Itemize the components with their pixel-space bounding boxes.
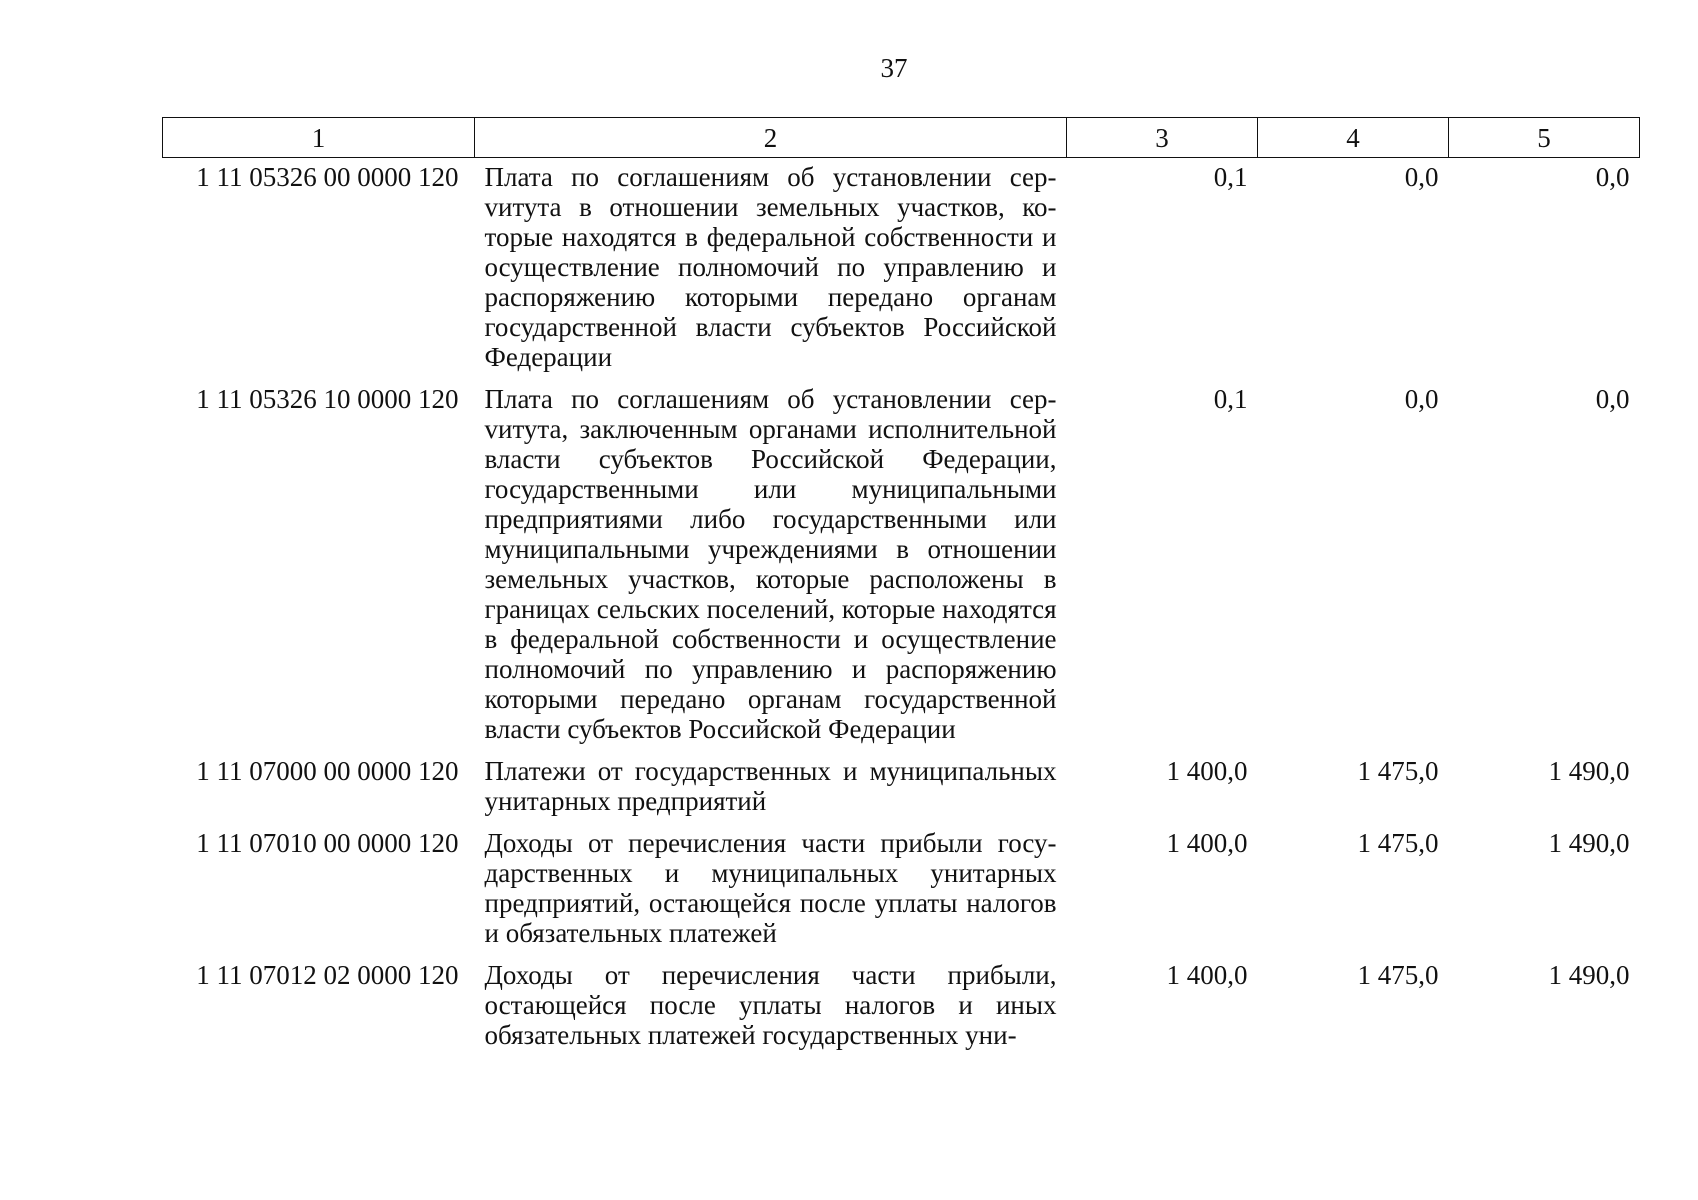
budget-table bbox=[162, 117, 1640, 1058]
row-code: 1 11 07012 02 0000 120 bbox=[196, 960, 459, 990]
header-row bbox=[163, 118, 1640, 158]
row-value-col3: 0,1 bbox=[1213, 162, 1248, 192]
table-row bbox=[163, 158, 1640, 381]
row-value-col5: 1 490,0 bbox=[1548, 828, 1630, 858]
page-number: 37 bbox=[880, 53, 908, 83]
row-value-col4: 0,0 bbox=[1404, 384, 1439, 414]
row-value-col3: 1 400,0 bbox=[1166, 828, 1248, 858]
table-row bbox=[163, 380, 1640, 752]
row-value-col4: 1 475,0 bbox=[1357, 828, 1439, 858]
header-col-4: 4 bbox=[1258, 118, 1449, 158]
table-row bbox=[163, 824, 1640, 956]
row-value-col3: 1 400,0 bbox=[1166, 960, 1248, 990]
header-col-3: 3 bbox=[1067, 118, 1258, 158]
row-description: Платежи от государственных и муниципальных унитарных предприятий bbox=[484, 756, 1057, 816]
row-description: Доходы от перечисления части прибыли государственных и муниципальных унитарных предприятий, остающейся после уплаты налогов и обязательных платежей bbox=[484, 828, 1057, 948]
row-code: 1 11 05326 00 0000 120 bbox=[196, 162, 459, 192]
table-row bbox=[163, 956, 1640, 1058]
table-body bbox=[163, 158, 1640, 1059]
row-value-col5: 0,0 bbox=[1595, 162, 1630, 192]
table-header bbox=[163, 118, 1640, 158]
header-col-1: 1 bbox=[163, 118, 475, 158]
row-code: 1 11 07010 00 0000 120 bbox=[196, 828, 459, 858]
row-description: Плата по соглашениям об установлении серvитута в отношении земельных участков, которые находятся в федеральной собственности и осуществление полномочий по управлению и распоряжению которыми передано органам государственной власти субъектов Российской Федерации bbox=[484, 162, 1057, 372]
table-row bbox=[163, 752, 1640, 824]
row-value-col4: 1 475,0 bbox=[1357, 756, 1439, 786]
row-value-col5: 1 490,0 bbox=[1548, 960, 1630, 990]
row-code: 1 11 07000 00 0000 120 bbox=[196, 756, 459, 786]
row-value-col5: 1 490,0 bbox=[1548, 756, 1630, 786]
header-col-5: 5 bbox=[1449, 118, 1640, 158]
row-value-col3: 0,1 bbox=[1213, 384, 1248, 414]
row-description: Плата по соглашениям об установлении серvитута, заключенным органами исполнительной власти субъектов Российской Федерации, государственными или муниципальными предприятиями либо государственными или муниципальными учреждениями в отношении земельных участков, которые расположены в границах сельских поселений, которые находятся в федеральной собственности и осуществление полномочий по управлению и распоряжению которыми передано органам государственной власти субъектов Российской Федерации bbox=[484, 384, 1057, 744]
row-value-col4: 1 475,0 bbox=[1357, 960, 1439, 990]
row-code: 1 11 05326 10 0000 120 bbox=[196, 384, 459, 414]
row-value-col5: 0,0 bbox=[1595, 384, 1630, 414]
row-value-col4: 0,0 bbox=[1404, 162, 1439, 192]
header-col-2: 2 bbox=[475, 118, 1067, 158]
row-value-col3: 1 400,0 bbox=[1166, 756, 1248, 786]
row-description: Доходы от перечисления части прибыли, остающейся после уплаты налогов и иных обязательных платежей государственных уни- bbox=[484, 960, 1057, 1050]
